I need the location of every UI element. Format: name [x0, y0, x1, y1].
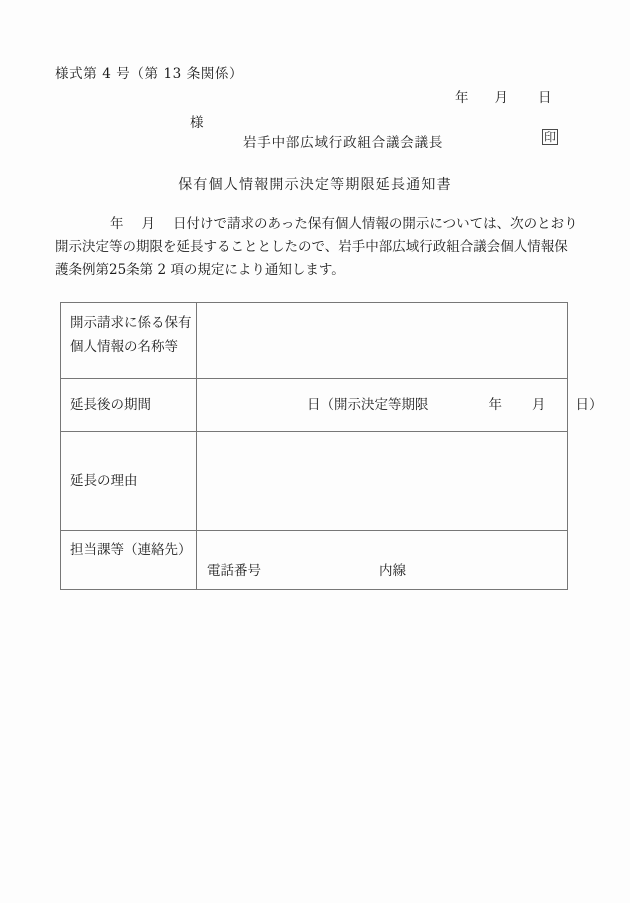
period-day-label: 日（開示決定等期限 [307, 397, 429, 413]
contact-extension-label: 内線 [379, 563, 406, 579]
body-line-3: 護条例第25条第 2 項の規定により通知します。 [55, 262, 345, 278]
body-date-year: 年 [110, 216, 124, 232]
row-label-reason: 延長の理由 [61, 432, 197, 531]
table-row-reason [61, 432, 568, 531]
contact-phone-label: 電話番号 [207, 563, 261, 579]
body-line-1 [55, 213, 578, 236]
page-title: 保有個人情報開示決定等期限延長通知書 [178, 177, 452, 193]
table-row-extended-period [61, 379, 568, 432]
period-year-label: 年 [488, 397, 502, 413]
row-value-reason[interactable] [197, 432, 568, 531]
period-close-label: 日） [575, 397, 603, 413]
issue-date-line [455, 86, 552, 106]
table-row-contact [61, 531, 568, 590]
row-label-subject-line2: 個人情報の名称等 [70, 339, 178, 355]
date-year-label: 年 [455, 90, 469, 106]
row-value-subject[interactable] [197, 303, 568, 379]
body-line-1-rest: 日付けで請求のあった保有個人情報の開示については、次のとおり [173, 216, 578, 232]
form-number: 様式第 4 号（第 13 条関係） [55, 66, 244, 82]
body-date-month: 月 [141, 216, 155, 232]
row-label-extended-period: 延長後の期間 [61, 379, 197, 432]
seal-stamp-icon: 印 [543, 130, 556, 144]
period-month-label: 月 [532, 397, 546, 413]
row-label-subject [61, 303, 197, 379]
issuer-name: 岩手中部広域行政組合議会議長 [243, 135, 444, 151]
date-day-label: 日 [538, 90, 552, 106]
date-month-label: 月 [494, 90, 508, 106]
row-value-extended-period[interactable] [197, 379, 603, 432]
row-value-contact[interactable] [197, 531, 568, 590]
body-line-2: 開示決定等の期限を延長することとしたので、岩手中部広域行政組合議会個人情報保 [55, 239, 568, 255]
table-row-subject [61, 303, 568, 379]
body-paragraph [55, 213, 578, 282]
notification-details-table [60, 302, 603, 590]
row-label-contact: 担当課等（連絡先） [61, 531, 197, 590]
addressee-honorific: 様 [190, 115, 204, 131]
row-label-subject-line1: 開示請求に係る保有 [70, 315, 192, 331]
